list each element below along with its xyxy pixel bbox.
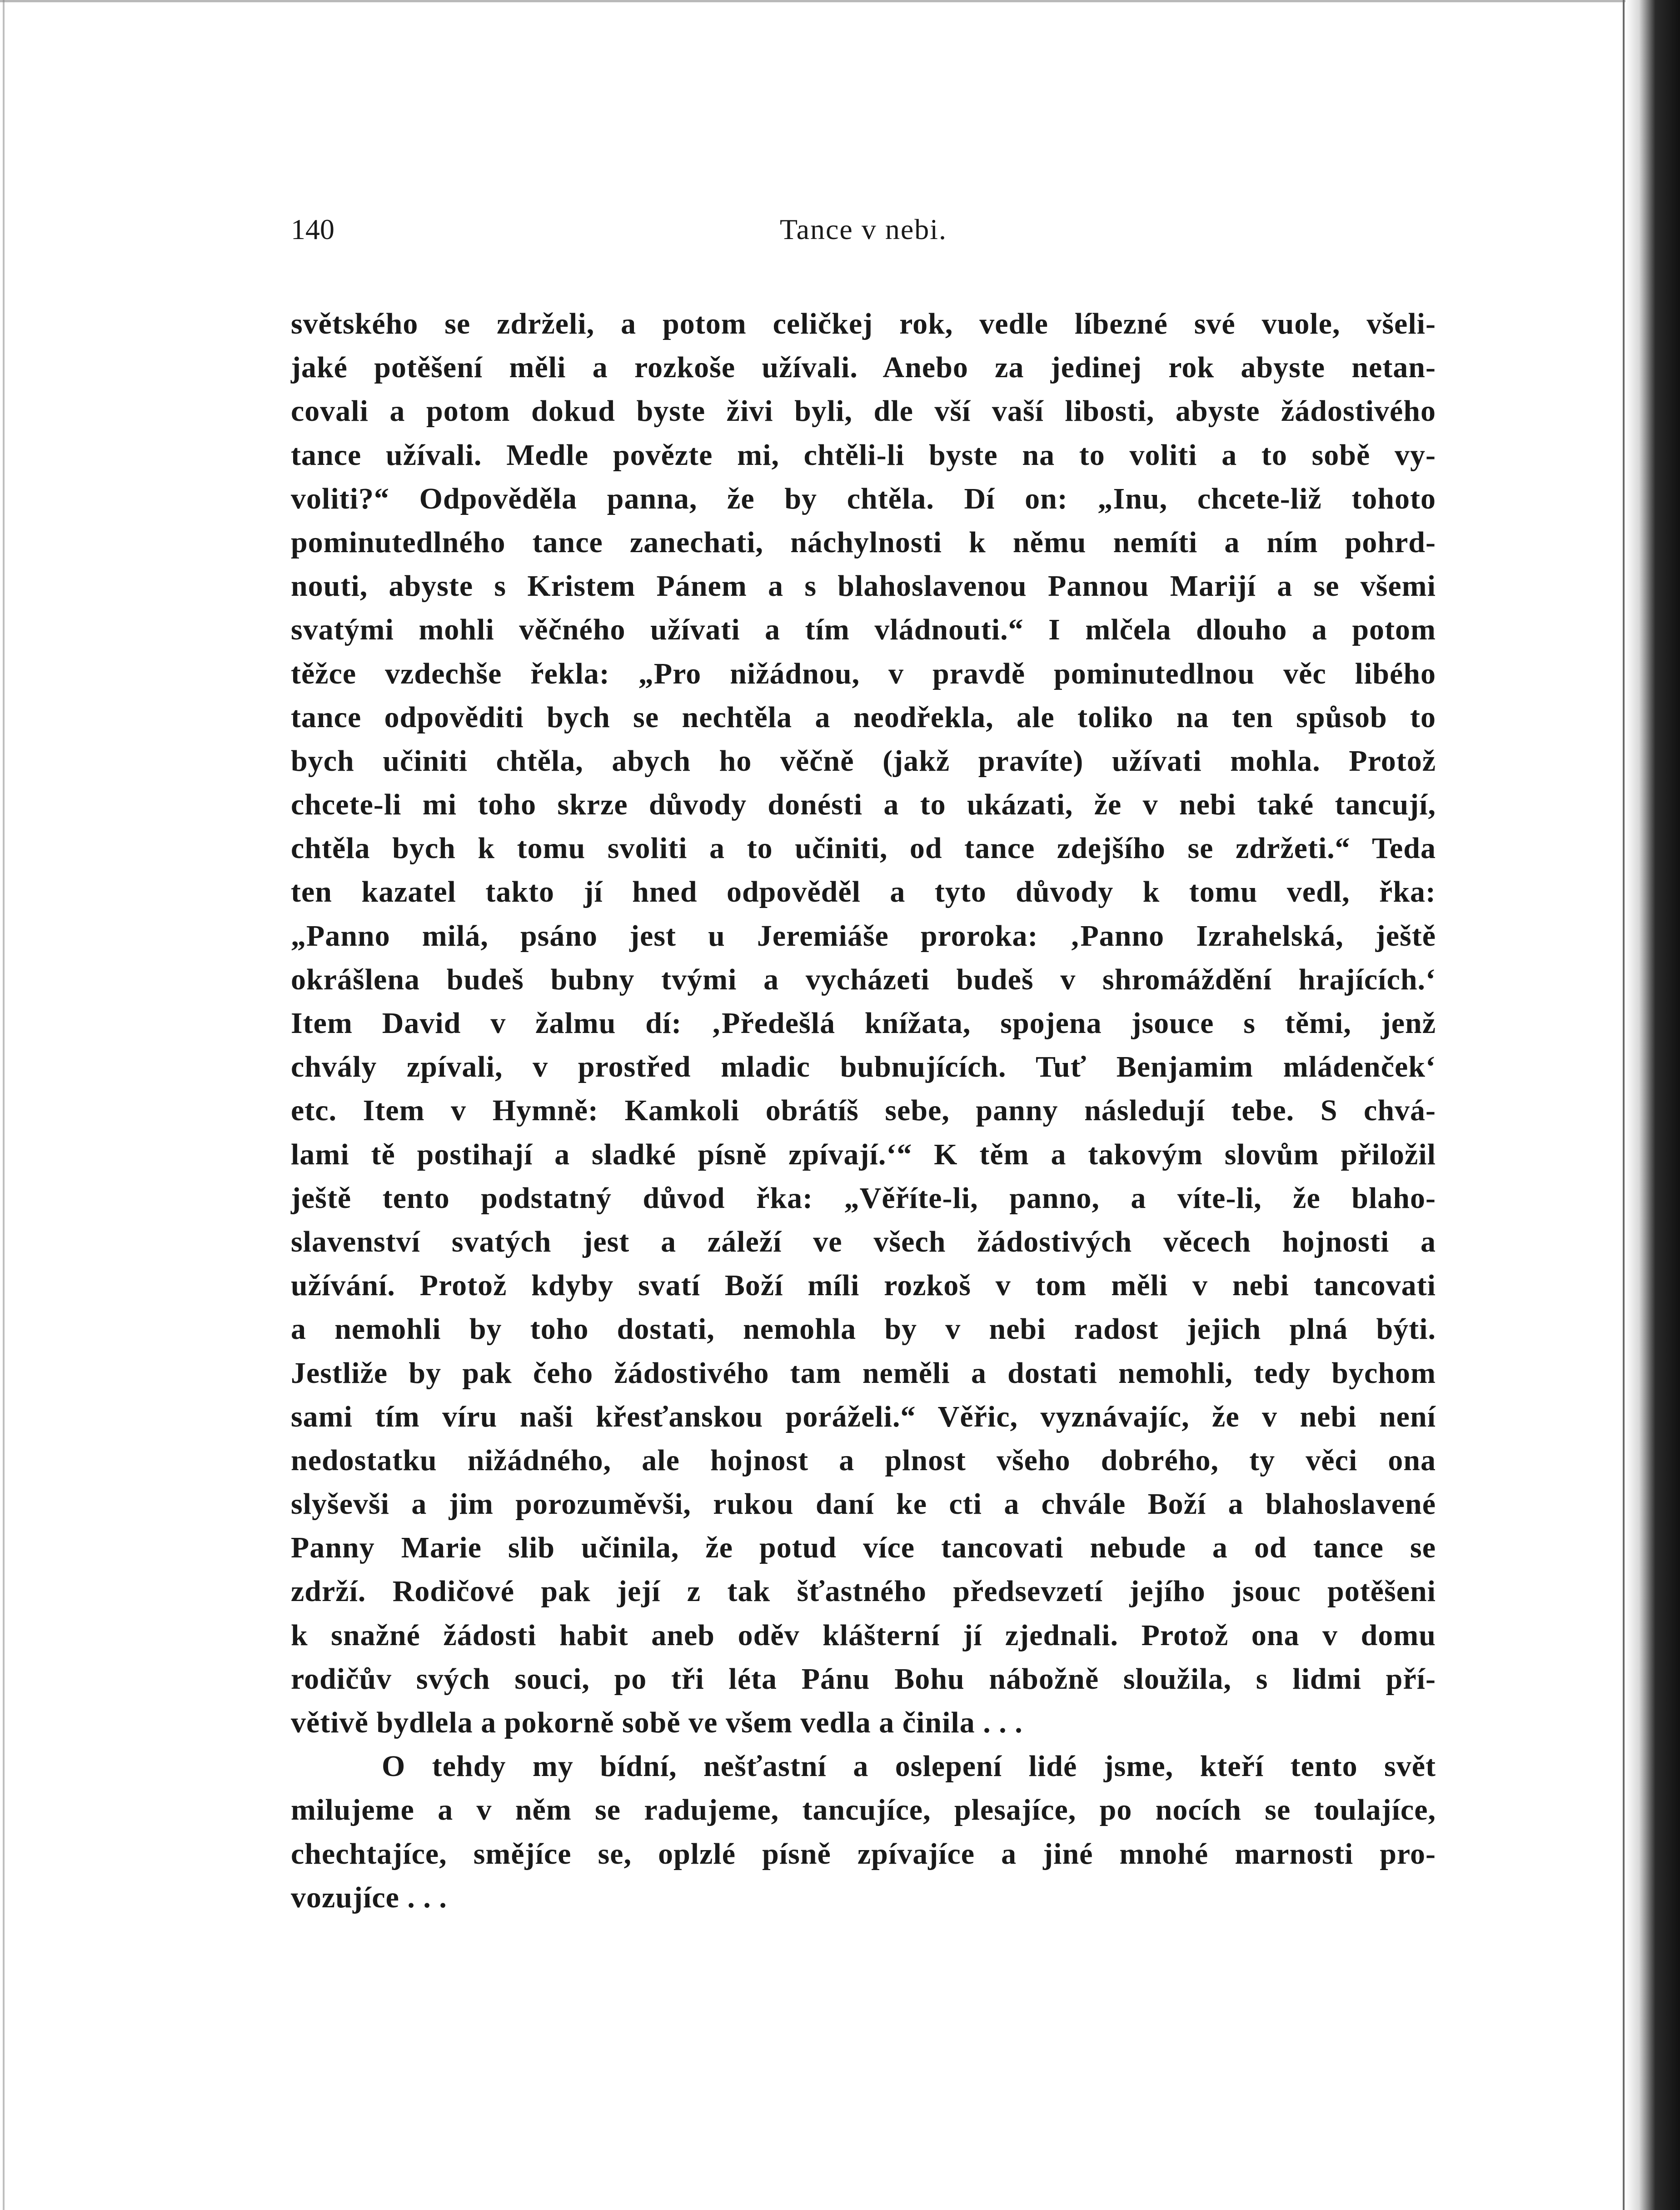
text-line: jaké potěšení měli a rozkoše užívali. Anebo za jedinej rok abyste netan- — [291, 351, 1436, 384]
text-line: nouti, abyste s Kristem Pánem a s blahoslavenou Pannou Marijí a se všemi — [291, 569, 1436, 603]
text-line: nedostatku nižádného, ale hojnost a plnost všeho dobrého, ty věci ona — [291, 1443, 1436, 1477]
page-left-border — [3, 0, 5, 2210]
text-line: zdrží. Rodičové pak její z tak šťastného předsevzetí jejího jsouc potěšeni — [291, 1575, 1436, 1608]
text-line: rodičův svých souci, po tři léta Pánu Bohu nábožně sloužila, s lidmi pří- — [291, 1662, 1436, 1696]
page-top-border — [0, 0, 1627, 2]
text-line: covali a potom dokud byste živi byli, dle vší vaší libosti, abyste žádostivého — [291, 394, 1436, 428]
text-line: Panny Marie slib učinila, že potud více tancovati nebude a od tance se — [291, 1531, 1436, 1565]
text-line: vozujíce . . . — [291, 1881, 447, 1914]
text-line: O tehdy my bídní, nešťastní a oslepení lidé jsme, kteří tento svět — [382, 1750, 1436, 1783]
text-line: okrášlena budeš bubny tvými a vycházeti budeš v shromáždění hrajících.‘ — [291, 963, 1436, 996]
page-header — [291, 207, 1436, 257]
binding-edge-line — [1623, 0, 1625, 2210]
text-line: chcete-li mi toho skrze důvody donésti a to ukázati, že v nebi také tancují, — [291, 788, 1436, 822]
page-number: 140 — [291, 213, 334, 245]
binding-shadow — [1625, 0, 1680, 2210]
text-line: Item David v žalmu dí: ‚Předešlá knížata, spojena jsouce s těmi, jenž — [291, 1007, 1436, 1040]
text-line: ten kazatel takto jí hned odpověděl a tyto důvody k tomu vedl, řka: — [291, 875, 1436, 909]
text-line: tance odpověditi bych se nechtěla a neodřekla, ale toliko na ten spůsob to — [291, 700, 1436, 734]
text-line: tance užívali. Medle povězte mi, chtěli-li byste na to voliti a to sobě vy- — [291, 438, 1436, 472]
text-line: větivě bydlela a pokorně sobě ve všem vedla a činila . . . — [291, 1706, 1023, 1739]
text-line: těžce vzdechše řekla: „Pro nižádnou, v pravdě pominutedlnou věc libého — [291, 657, 1436, 690]
text-line: etc. Item v Hymně: Kamkoli obrátíš sebe, panny následují tebe. S chvá- — [291, 1094, 1436, 1127]
running-title: Tance v nebi. — [779, 213, 947, 245]
text-line: světského se zdrželi, a potom celičkej rok, vedle líbezné své vuole, všeli- — [291, 307, 1436, 340]
text-line: lami tě postihají a sladké písně zpívají.‘“ K těm a takovým slovům přiložil — [291, 1137, 1436, 1171]
text-line: a nemohli by toho dostati, nemohla by v nebi radost jejich plná býti. — [291, 1312, 1436, 1346]
text-line: „Panno milá, psáno jest u Jeremiáše proroka: ‚Panno Izrahelská, ještě — [291, 919, 1436, 953]
text-line: chtěla bych k tomu svoliti a to učiniti, od tance zdejšího se zdržeti.“ Teda — [291, 832, 1436, 865]
text-line: milujeme a v něm se radujeme, tancujíce, plesajíce, po nocích se toulajíce, — [291, 1793, 1436, 1827]
text-line: pominutedlného tance zanechati, náchylnosti k němu nemíti a ním pohrd- — [291, 525, 1436, 559]
text-line: bych učiniti chtěla, abych ho věčně (jakž pravíte) užívati mohla. Protož — [291, 744, 1436, 778]
text-line: chvály zpívali, v prostřed mladic bubnujících. Tuť Benjamim mládenček‘ — [291, 1050, 1436, 1084]
text-line: chechtajíce, smějíce se, oplzlé písně zpívajíce a jiné mnohé marnosti pro- — [291, 1837, 1436, 1871]
text-line: Jestliže by pak čeho žádostivého tam neměli a dostati nemohli, tedy bychom — [291, 1356, 1436, 1390]
body-text — [291, 302, 1436, 1920]
text-line: ještě tento podstatný důvod řka: „Věříte-li, panno, a víte-li, že blaho- — [291, 1181, 1436, 1215]
text-line: k snažné žádosti habit aneb oděv klášterní jí zjednali. Protož ona v domu — [291, 1618, 1436, 1652]
text-line: voliti?“ Odpověděla panna, že by chtěla. Dí on: „Inu, chcete-liž tohoto — [291, 482, 1436, 515]
text-line: sami tím víru naši křesťanskou poráželi.“ Věřic, vyznávajíc, že v nebi není — [291, 1400, 1436, 1433]
text-line: slyševši a jim porozuměvši, rukou daní ke cti a chvále Boží a blahoslavené — [291, 1487, 1436, 1521]
text-line: slavenství svatých jest a záleží ve všech žádostivých věcech hojnosti a — [291, 1225, 1436, 1258]
text-line: užívání. Protož kdyby svatí Boží míli rozkoš v tom měli v nebi tancovati — [291, 1269, 1436, 1302]
text-line: svatými mohli věčného užívati a tím vládnouti.“ I mlčela dlouho a potom — [291, 613, 1436, 647]
